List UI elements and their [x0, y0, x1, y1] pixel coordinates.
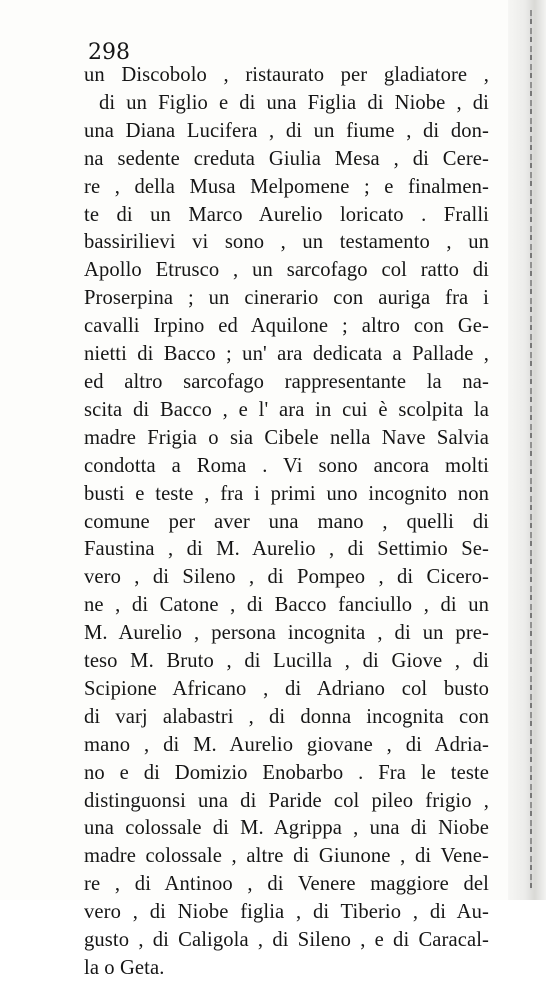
text-line: un Discobolo , ristaurato per gladiatore , — [84, 64, 489, 86]
text-line: ed altro sarcofago rappresentante la na- — [84, 370, 489, 393]
text-line: M. Aurelio , persona incognita , di un pre- — [84, 622, 489, 645]
text-line: Apollo Etrusco , un sarcofago col ratto di — [84, 259, 489, 282]
text-line: madre colossale , altre di Giunone , di Vene- — [84, 845, 489, 868]
text-line: ne , di Catone , di Bacco fanciullo , di un — [84, 594, 489, 617]
text-line: mano , di M. Aurelio giovane , di Adria- — [84, 733, 489, 756]
text-line: cavalli Irpino ed Aquilone ; altro con Ge- — [84, 315, 489, 338]
text-line: scita di Bacco , e l' ara in cui è scolpita la — [84, 398, 489, 421]
text-line: no e di Domizio Enobarbo . Fra le teste — [84, 761, 489, 784]
text-line: vero , di Sileno , di Pompeo , di Cicero- — [84, 566, 489, 589]
text-line: bassirilievi vi sono , un testamento , un — [84, 231, 489, 254]
text-line: na sedente creduta Giulia Mesa , di Cere- — [84, 147, 489, 170]
text-line: distinguonsi una di Paride col pileo frigio , — [84, 789, 489, 812]
text-line: teso M. Bruto , di Lucilla , di Giove , di — [84, 650, 489, 673]
text-line: di un Figlio e di una Figlia di Niobe , di — [99, 91, 489, 114]
text-line: nietti di Bacco ; un' ara dedicata a Pallade , — [84, 343, 489, 366]
text-line: di varj alabastri , di donna incognita con — [84, 705, 489, 728]
text-line: Proserpina ; un cinerario con auriga fra i — [84, 287, 489, 310]
text-line: Faustina , di M. Aurelio , di Settimio Se- — [84, 538, 489, 561]
text-line: gusto , di Caligola , di Sileno , e di Caracal- — [84, 929, 489, 952]
text-line: madre Frigia o sia Cibele nella Nave Salvia — [84, 426, 489, 449]
text-line: condotta a Roma . Vi sono ancora molti — [84, 454, 489, 477]
text-line: una colossale di M. Agrippa , una di Niobe — [84, 817, 489, 840]
text-line: Scipione Africano , di Adriano col busto — [84, 677, 489, 700]
body-text — [84, 62, 489, 983]
text-line: re , di Antinoo , di Venere maggiore del — [84, 873, 489, 896]
text-line: una Diana Lucifera , di un fiume , di don- — [84, 119, 489, 142]
page-number: 298 — [88, 40, 130, 65]
text-line: re , della Musa Melpomene ; e finalmen- — [84, 175, 489, 198]
text-line: la o Geta. — [84, 957, 165, 979]
page-edge-shadow — [508, 0, 546, 900]
text-line: vero , di Niobe figlia , di Tiberio , di Au- — [84, 901, 489, 924]
text-line: comune per aver una mano , quelli di — [84, 510, 489, 533]
text-line: te di un Marco Aurelio loricato . Fralli — [84, 203, 489, 226]
text-line: busti e teste , fra i primi uno incognito non — [84, 482, 489, 505]
